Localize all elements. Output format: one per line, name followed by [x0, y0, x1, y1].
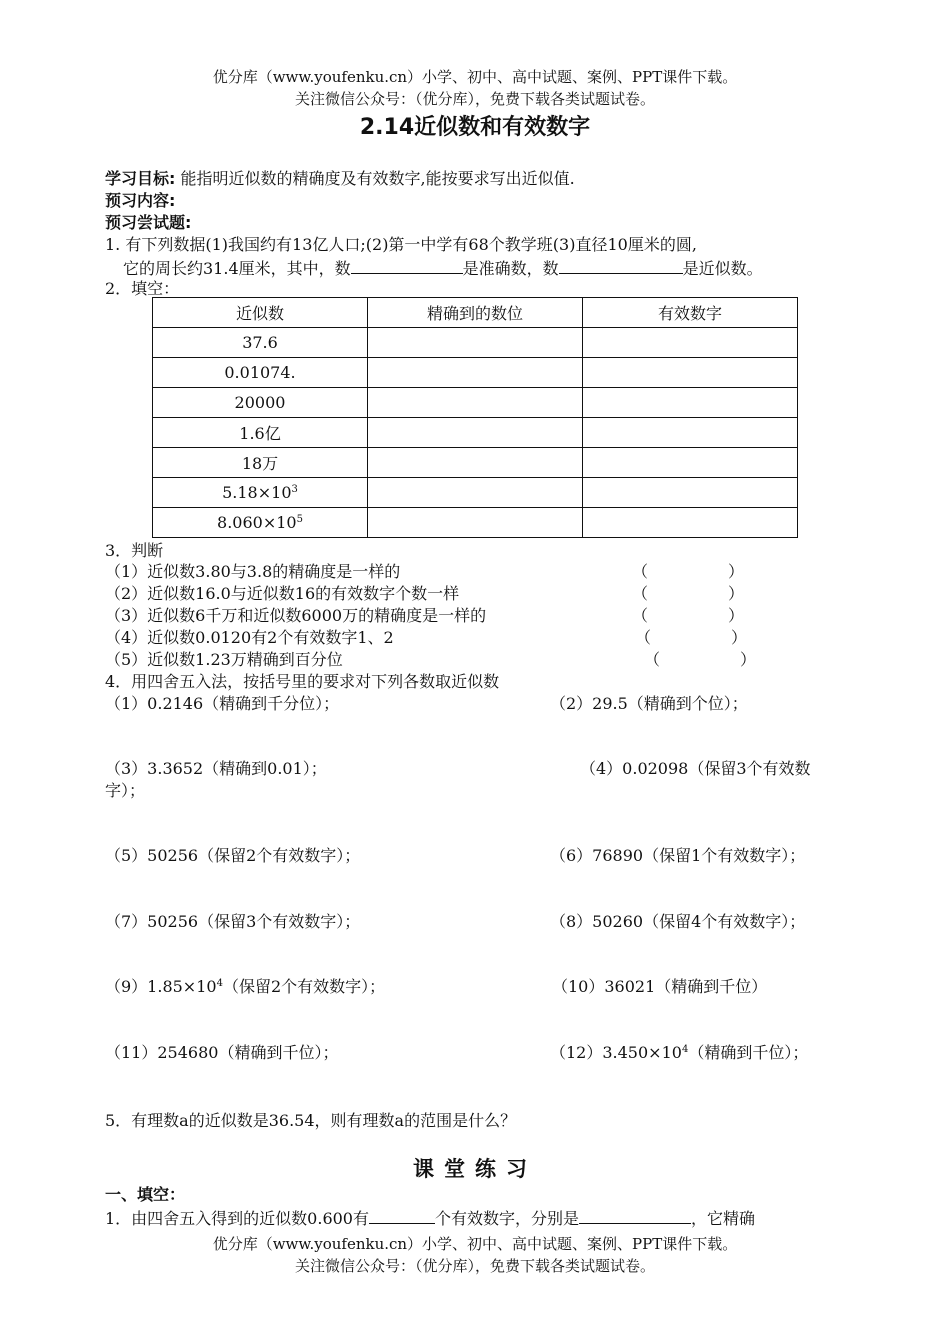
table-row [153, 328, 798, 358]
sigfigs-cell[interactable] [583, 358, 798, 388]
sigfigs-cell[interactable] [583, 448, 798, 478]
sigfigs-cell[interactable] [583, 388, 798, 418]
q3-paren-2[interactable]: （ ） [632, 584, 745, 603]
practice-blank-digits[interactable] [579, 1206, 691, 1224]
q1-blank-exact[interactable] [351, 256, 463, 274]
learning-goal-text: 能指明近似数的精确度及有效数字,能按要求写出近似值. [175, 169, 575, 188]
header-line-1: 优分库（www.youfenku.cn）小学、初中、高中试题、案例、PPT课件下载。 [212, 68, 738, 86]
q4-item-4a: （4）0.02098（保留3个有效数 [580, 759, 811, 778]
sigfigs-cell[interactable] [583, 508, 798, 538]
q2-label: 2．填空： [105, 279, 180, 298]
q4-item-1: （1）0.2146（精确到千分位）； [105, 694, 340, 713]
precision-cell[interactable] [368, 358, 583, 388]
q4-item-8: （8）50260（保留4个有效数字）； [550, 912, 806, 931]
q1-text-a: 它的周长约31.4厘米，其中，数 [123, 259, 351, 278]
trial-label: 预习尝试题: [105, 213, 192, 232]
practice-section-label: 一、填空： [105, 1185, 186, 1204]
q4-label: 4．用四舍五入法，按括号里的要求对下列各数取近似数 [105, 672, 500, 691]
q4-item-12: $(12)3.450\times 10^4$（精确到千位）； [550, 1043, 809, 1062]
precision-cell[interactable] [368, 388, 583, 418]
approx-cell: 0.01074. [153, 358, 368, 388]
q3-item-4: （4）近似数0.0120有2个有效数字1、2 [105, 628, 394, 647]
q3-item-3: （3）近似数6千万和近似数6000万的精确度是一样的 [105, 606, 487, 625]
preview-label: 预习内容: [105, 191, 176, 210]
learning-goal [105, 168, 575, 190]
q3-paren-1[interactable]: （ ） [632, 562, 745, 581]
practice-line-1: 1．由四舍五入得到的近似数0.600有 个有效数字，分别是 ，它精确 [105, 1206, 755, 1230]
approx-cell: $5.18\times 10^3$ [153, 478, 368, 508]
q1-text-b: 是准确数，数 [462, 259, 559, 278]
q4-item-7: （7）50256（保留3个有效数字）； [105, 912, 361, 931]
q3-item-5: （5）近似数1.23万精确到百分位 [105, 650, 343, 669]
precision-cell[interactable] [368, 418, 583, 448]
approx-cell: 1.6亿 [153, 418, 368, 448]
sigfigs-cell[interactable] [583, 328, 798, 358]
approx-cell: $8.060\times 10^5$ [153, 508, 368, 538]
table-row [153, 418, 798, 448]
footer-line-1: 优分库（www.youfenku.cn）小学、初中、高中试题、案例、PPT课件下载。 [212, 1235, 738, 1253]
q4-item-2: （2）29.5（精确到个位）； [550, 694, 748, 713]
header-line-2: 关注微信公众号：（优分库），免费下载各类试题试卷。 [294, 90, 655, 108]
q1-text-c: 是近似数。 [682, 259, 763, 278]
table-row [153, 478, 798, 508]
practice-title: 课堂练习 [413, 1157, 537, 1181]
q3-paren-4[interactable]: （ ） [635, 628, 748, 647]
precision-cell[interactable] [368, 448, 583, 478]
table-row [153, 448, 798, 478]
q1-line-1: 1. 有下列数据(1)我国约有13亿人口;(2)第一中学有68个教学班(3)直径10厘米的圆, [105, 235, 697, 254]
learning-goal-label: 学习目标: [105, 169, 176, 188]
q4-item-9: $(9)1.85\times 10^4$（保留2个有效数字）； [105, 977, 386, 996]
practice-blank-count[interactable] [369, 1206, 435, 1224]
approx-cell: 37.6 [153, 328, 368, 358]
precision-cell[interactable] [368, 508, 583, 538]
table-row [153, 388, 798, 418]
precision-cell[interactable] [368, 328, 583, 358]
q1-line-2 [123, 256, 763, 280]
q5: 5．有理数a的近似数是36.54，则有理数a的范围是什么？ [105, 1111, 517, 1130]
approx-table [152, 297, 798, 538]
q4-item-11: （11）254680（精确到千位）； [105, 1043, 339, 1062]
q3-item-1: （1）近似数3.80与3.8的精确度是一样的 [105, 562, 401, 581]
q3-paren-5[interactable]: （ ） [644, 650, 757, 669]
q4-item-4b: 字）； [105, 781, 146, 800]
q4-item-5: （5）50256（保留2个有效数字）； [105, 846, 361, 865]
page-title: 2.14近似数和有效数字 [359, 115, 591, 140]
precision-cell[interactable] [368, 478, 583, 508]
header-precision: 精确到的数位 [368, 298, 583, 328]
table-row [153, 508, 798, 538]
sigfigs-cell[interactable] [583, 418, 798, 448]
q3-paren-3[interactable]: （ ） [632, 606, 745, 625]
approx-cell: 18万 [153, 448, 368, 478]
q4-item-10: （10）36021（精确到千位） [552, 977, 768, 996]
footer-line-2: 关注微信公众号：（优分库），免费下载各类试题试卷。 [294, 1257, 655, 1275]
q4-item-3: （3）3.3652（精确到0.01）； [105, 759, 327, 778]
header-sigfigs: 有效数字 [583, 298, 798, 328]
q4-item-6: （6）76890（保留1个有效数字）； [550, 846, 806, 865]
sigfigs-cell[interactable] [583, 478, 798, 508]
table-row [153, 358, 798, 388]
q3-label: 3．判断 [105, 541, 164, 560]
approx-cell: 20000 [153, 388, 368, 418]
q1-blank-approx[interactable] [559, 256, 683, 274]
header-approx: 近似数 [153, 298, 368, 328]
table-header-row [153, 298, 798, 328]
q3-item-2: （2）近似数16.0与近似数16的有效数字个数一样 [105, 584, 460, 603]
